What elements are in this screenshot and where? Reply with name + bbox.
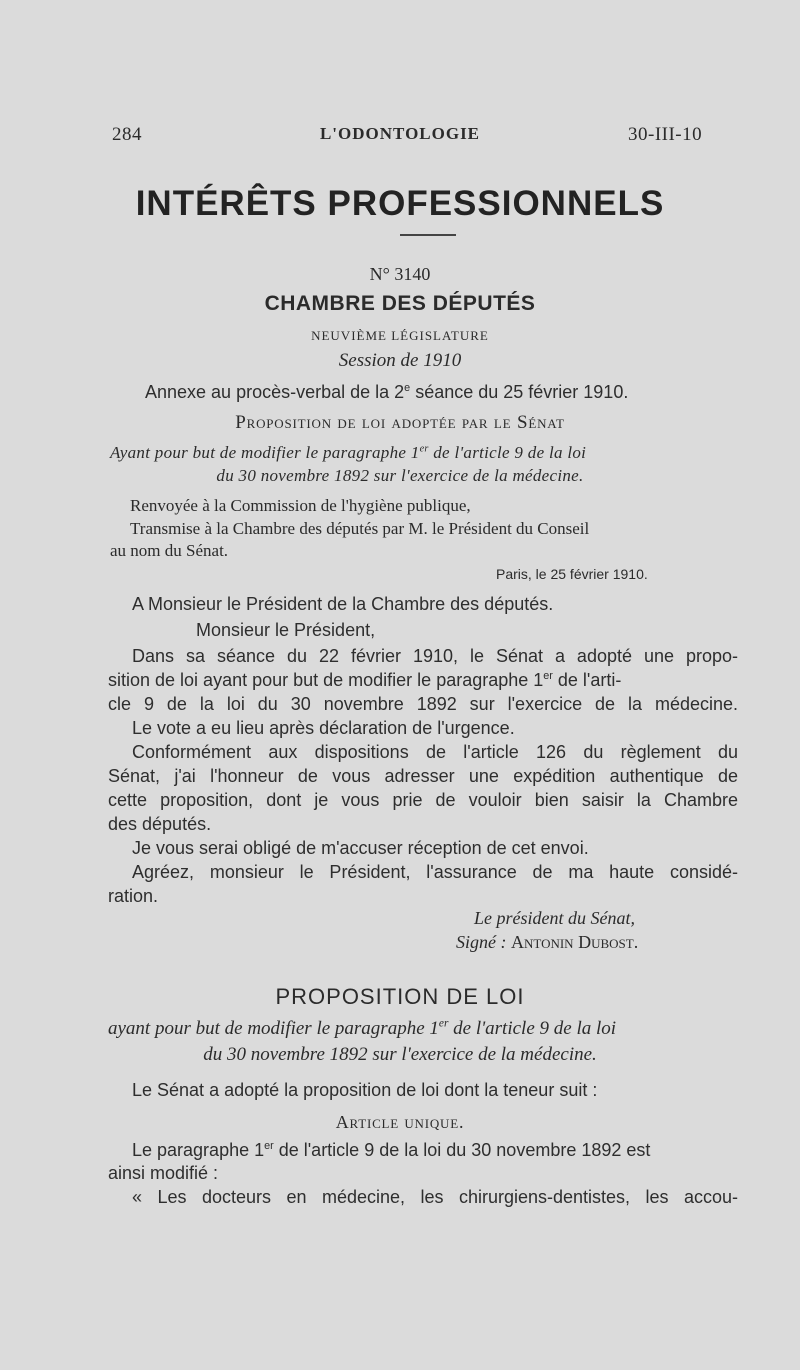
letter-p3-l2: Sénat, j'ai l'honneur de vous adresser une expédition authentique de [108,766,738,786]
journal-title: L'ODONTOLOGIE [319,124,481,143]
p1-text-a: sition de loi ayant pour but de modifier le paragraphe 1 [108,670,544,690]
annex-text: Annexe au procès-verbal de la 2 [145,382,405,402]
annex-line [145,382,628,403]
referral-line-1: Renvoyée à la Commission de l'hygiène publique, [130,496,471,515]
p1-text-b: de l'arti- [552,670,622,690]
referral-line-2: Transmise à la Chambre des députés par M. le Président du Conseil [130,519,590,538]
title-rule [400,234,456,236]
law-text-b: de l'article 9 de la loi du 30 novembre 1892 est [273,1140,651,1160]
session: Session de 1910 [338,350,462,371]
annex-sup: e [404,382,411,394]
chamber-title: CHAMBRE DES DÉPUTÉS [264,292,536,315]
letter-p3-l3: cette proposition, dont je vous prie de vouloir bien saisir la Chambre [108,790,738,810]
page-number: 284 [112,124,142,145]
letter-p3-l4: des députés. [108,814,212,834]
addressee: A Monsieur le Président de la Chambre des députés. [132,594,554,614]
letter-p5-l2: ration. [108,886,159,906]
legislature: NEUVIÈME LÉGISLATURE [311,328,489,343]
law-sub-text-a: ayant pour but de modifier le paragraphe 1 [108,1018,439,1039]
purpose-sup: er [419,443,429,455]
law-text-a: Le paragraphe 1 [132,1140,265,1160]
signatory-name: Antonin Dubost. [510,932,639,952]
law-sub-sup: er [438,1017,449,1030]
purpose-line-1 [110,443,738,463]
law-text-sup: er [264,1140,274,1152]
section-title: INTÉRÊTS PROFESSIONNELS [135,184,665,223]
law-sub-line-1 [108,1018,742,1040]
letter-p1-l3: cle 9 de la loi du 30 novembre 1892 sur l'exercice de la médecine. [108,694,738,714]
issue-date: 30-III-10 [628,124,703,145]
letter-p4: Je vous serai obligé de m'accuser réception de cet envoi. [132,838,589,858]
law-text-l1 [132,1140,738,1161]
letter-p3-l1: Conformément aux dispositions de l'article 126 du règlement du [132,742,738,762]
proposition-title: Proposition de loi adoptée par le Sénat [235,412,565,433]
letter-p1-l1: Dans sa séance du 22 février 1910, le Sénat a adopté une propo- [132,646,738,666]
purpose-text-b: de l'article 9 de la loi [428,443,587,462]
law-intro: Le Sénat a adopté la proposition de loi dont la teneur suit : [132,1080,598,1100]
purpose-text-a: Ayant pour but de modifier le paragraphe 1 [110,443,420,462]
annex-text-end: séance du 25 février 1910. [410,382,629,402]
signature-title: Le président du Sénat, [474,908,635,928]
letter-p1-l2 [108,670,738,691]
letter-p2: Le vote a eu lieu après déclaration de l'urgence. [132,718,515,738]
referral-line-3: au nom du Sénat. [110,541,229,560]
letter-p5-l1: Agréez, monsieur le Président, l'assurance de ma haute considé- [132,862,738,882]
place-date: Paris, le 25 février 1910. [496,566,648,582]
purpose-line-2: du 30 novembre 1892 sur l'exercice de la médecine. [216,466,584,485]
law-sub-text-b: de l'article 9 de la loi [448,1018,617,1039]
law-heading: PROPOSITION DE LOI [275,984,525,1009]
law-sub-line-2: du 30 novembre 1892 sur l'exercice de la médecine. [203,1044,597,1065]
salutation: Monsieur le Président, [196,620,376,640]
document-number: N° 3140 [369,264,431,284]
article-heading: Article unique. [335,1112,465,1132]
signature-line [456,932,638,953]
law-text-l2: ainsi modifié : [108,1163,219,1183]
signed-label: Signé : [456,932,511,952]
p1-sup: er [543,670,553,682]
law-text-l3: « Les docteurs en médecine, les chirurgiens-dentistes, les accou- [132,1187,738,1207]
